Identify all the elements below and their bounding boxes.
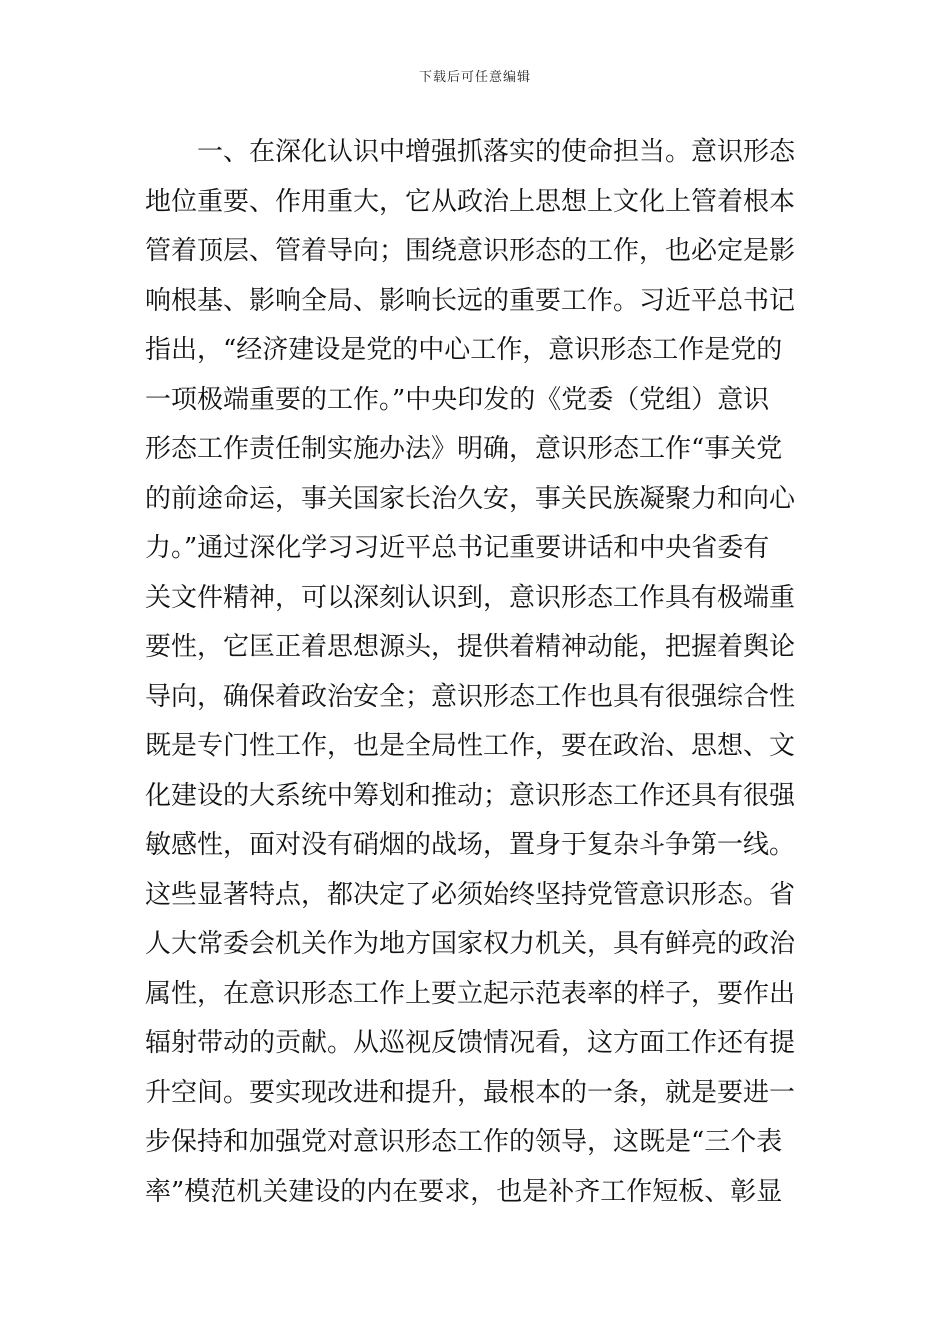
text-line: 一项极端重要的工作。”中央印发的《党委（党组）意识 [145,384,770,415]
header-note: 下载后可任意编辑 [418,70,531,85]
text-line: 响根基、影响全局、影响长远的重要工作。习近平总书记 [145,285,796,316]
text-line: 属性，在意识形态工作上要立起示范表率的样子，要作出 [145,978,796,1009]
text-line: 既是专门性工作，也是全局性工作，要在政治、思想、文 [145,731,796,761]
text-line: 的前途命运，事关国家长治久安，事关民族凝聚力和向心 [145,483,796,514]
text-line: 这些显著特点，都决定了必须始终坚持党管意识形态。省 [145,879,796,910]
text-line: 指出，“经济建设是党的中心工作，意识形态工作是党的 [145,335,783,365]
text-line: 率”模范机关建设的内在要求，也是补齐工作短板、彰显 [145,1176,783,1207]
text-line: 要性，它匡正着思想源头，提供着精神动能，把握着舆论 [145,632,796,662]
body-paragraph [145,128,807,1217]
text-line: 地位重要、作用重大，它从政治上思想上文化上管着根本 [145,186,796,217]
text-line: 人大常委会机关作为地方国家权力机关，具有鲜亮的政治 [145,929,796,959]
text-line: 管着顶层、管着导向；围绕意识形态的工作，也必定是影 [145,236,796,266]
text-line: 敏感性，面对没有硝烟的战场，置身于复杂斗争第一线。 [145,830,796,860]
text-line: 辐射带动的贡献。从巡视反馈情况看，这方面工作还有提 [145,1028,796,1058]
text-line: 形态工作责任制实施办法》明确，意识形态工作“事关党 [145,434,783,464]
text-line: 化建设的大系统中筹划和推动；意识形态工作还具有很强 [145,780,796,811]
text-line: 一、在深化认识中增强抓落实的使命担当。意识形态 [197,137,796,167]
text-line: 升空间。要实现改进和提升，最根本的一条，就是要进一 [145,1077,796,1108]
text-line: 步保持和加强党对意识形态工作的领导，这既是“三个表 [145,1127,783,1157]
text-line: 关文件精神，可以深刻认识到，意识形态工作具有极端重 [145,582,796,613]
text-line: 力。”通过深化学习习近平总书记重要讲话和中央省委有 [145,533,770,563]
text-line: 导向，确保着政治安全；意识形态工作也具有很强综合性 [145,681,796,712]
